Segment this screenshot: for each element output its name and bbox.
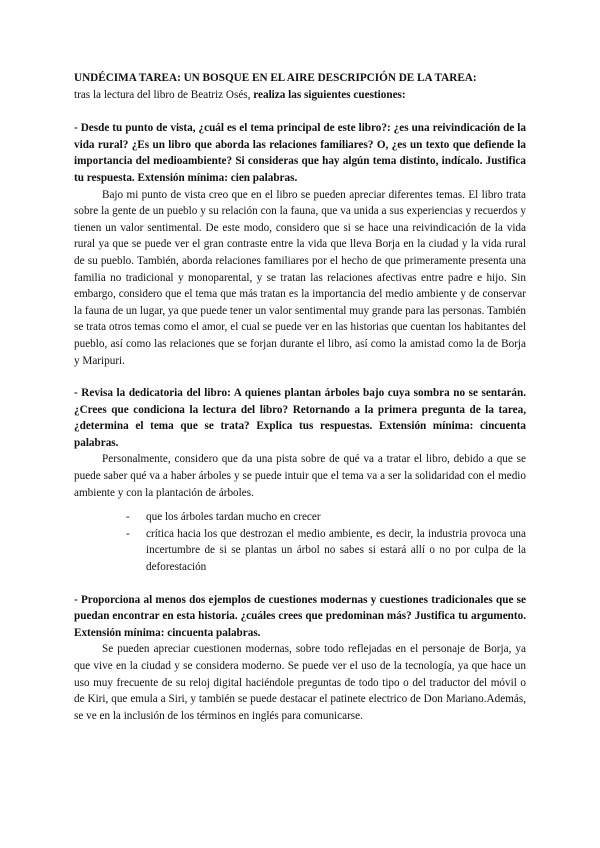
answer-1: Bajo mi punto de vista creo que en el libro se pueden apreciar diferentes temas. El libro trata sobre la gente de un pueblo y su relación con la fauna, que va unida a sus experiencias y recuerdos y tienen un valor sentimental. De este modo, considero que si se hace una reivindicación de la vida rural ya que se puede ver el gran contraste entre la vida que lleva Borja en la ciudad y la vida rural de su pueblo. También, aborda relaciones familiares por el hecho de que primeramente presenta una familia no tradicional y monoparental, y se tratan las relaciones afectivas entre padre e hijo. Sin embargo, considero que el tema que más tratan es la importancia del medio ambiente y de conservar la fauna de un lugar, ya que puede tener un valor sentimental muy grande para las personas. También se trata otros temas como el amor, el cual se puede ver en las historias que cuentan los habitantes del pueblo, así como las relaciones que se forjan durante el libro, así como la amistad como la de Borja y Maripuri. [74, 188, 526, 367]
question-3: - Proporciona al menos dos ejemplos de cuestiones modernas y cuestiones tradicionales que se puedan encontrar en esta historia. ¿cuáles crees que predominan más? Justifica tu argumento. Extensión mínima: cincuenta palabras. [74, 593, 526, 639]
list-item: - que los árboles tardan mucho en crecer [126, 509, 526, 526]
question-1: - Desde tu punto de vista, ¿cuál es el tema principal de este libro?: ¿es una reivindicación de la vida rural? ¿Es un libro que aborda las relaciones familiares? O, ¿es un texto que defiende la importancia del medioambiente? Si consideras que hay algún tema distinto, indícalo. Justifica tu respuesta. Extensión mínima: cien palabras. [74, 122, 526, 184]
document-page [74, 70, 526, 724]
document-title: UNDÉCIMA TAREA: UN BOSQUE EN EL AIRE DESCRIPCIÓN DE LA TAREA: [74, 72, 477, 84]
answer-3: Se pueden apreciar cuestionen modernas, sobre todo reflejadas en el personaje de Borja, ya que vive en la ciudad y se considera moderno. Se puede ver el uso de la tecnología, ya que hace un uso muy frecuente de su reloj digital haciéndole preguntas de todo tipo o del traductor del móvil o de Kiri, que emula a Siri, y también se puede destacar el patinete electrico de Don Mariano.Además, se ve en la inclusión de los términos en inglés para comunicarse. [74, 643, 526, 722]
question-2: - Revisa la dedicatoria del libro: A quienes plantan árboles bajo cuya sombra no se sentarán. ¿Crees que condiciona la lectura del libro? Retornando a la primera pregunta de la tarea, ¿determina el tema que se trata? Explica tus respuestas. Extensión mínima: cincuenta palabras. [74, 387, 526, 449]
list-item: - crítica hacia los que destrozan el medio ambiente, es decir, la industria provoca una incertumbre de si se plantas un árbol no sabes si estará allí o no por culpa de la deforestación [126, 526, 526, 576]
document-intro [74, 87, 526, 104]
intro-text: tras la lectura del libro de Beatriz Osés, [74, 88, 254, 101]
answer-2-bullet-list [126, 509, 526, 575]
intro-bold-text: realiza las siguientes cuestiones: [253, 88, 406, 101]
answer-2: Personalmente, considero que da una pista sobre de qué va a tratar el libro, debido a que se puede saber qué va a haber árboles y se puede intuir que el tema va a ser la solidaridad con el medio ambiente y con la plantación de árboles. [74, 453, 526, 499]
